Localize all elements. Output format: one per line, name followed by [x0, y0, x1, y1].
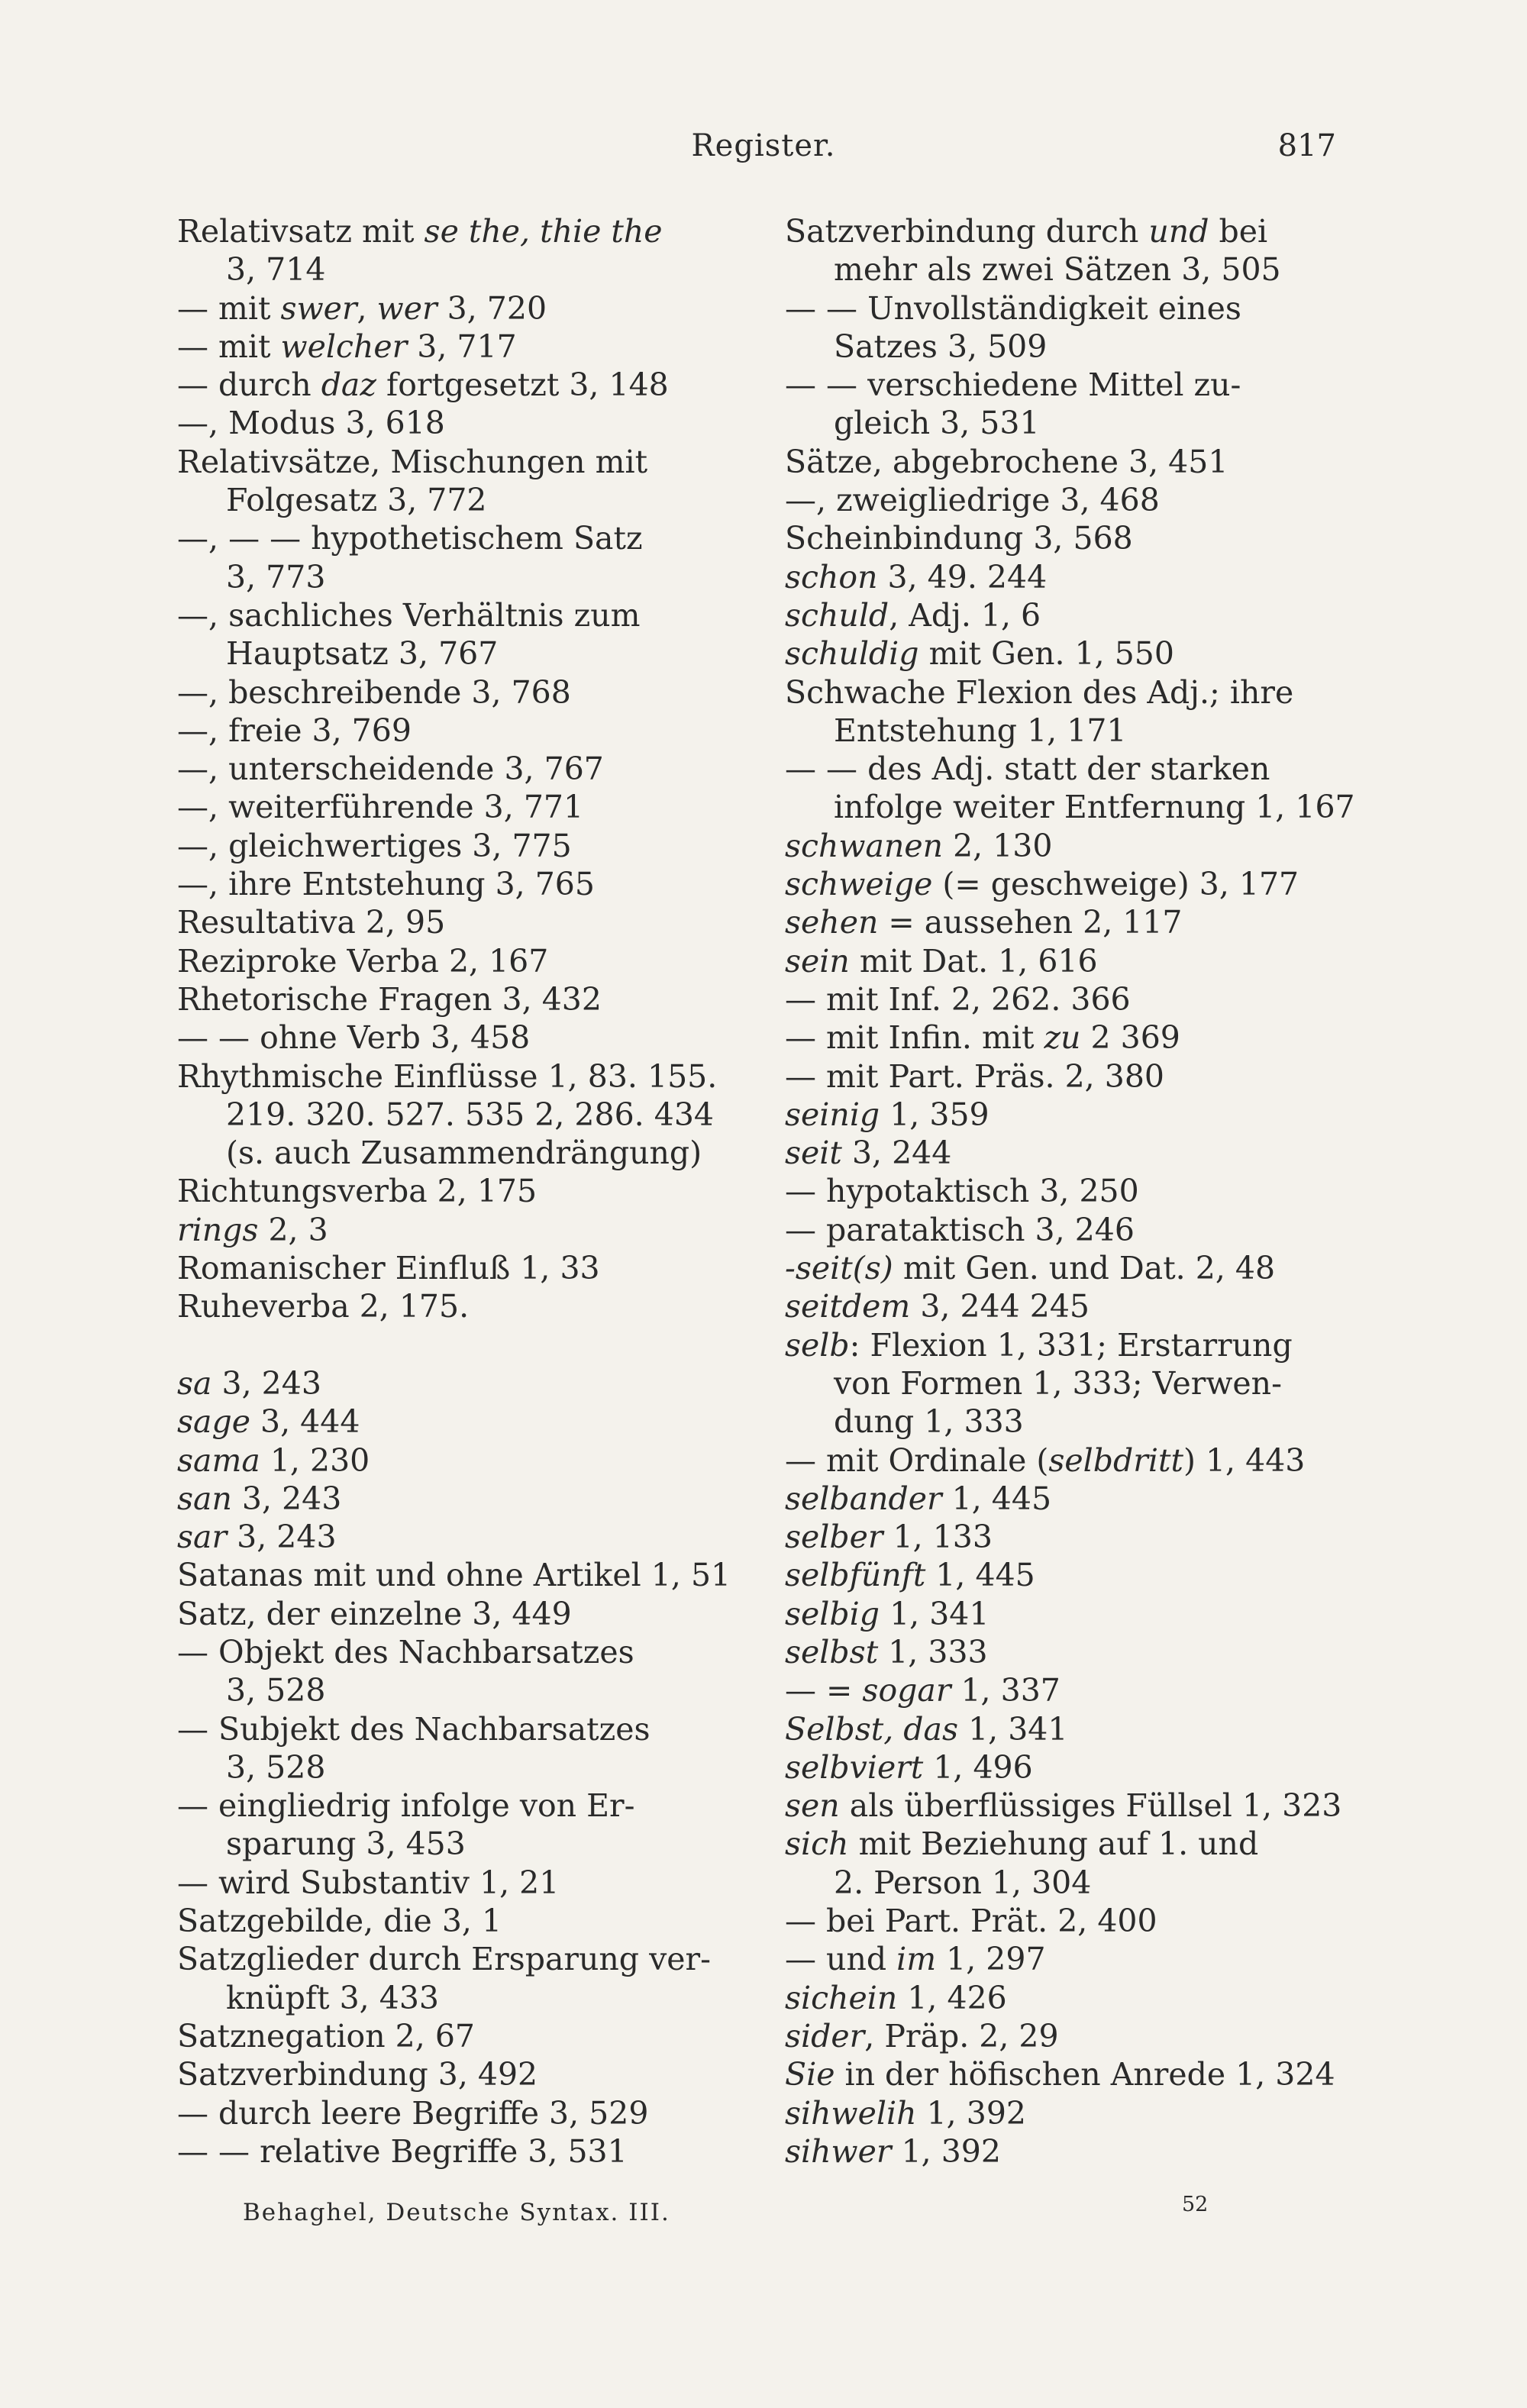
- index-entry: san 3, 243: [177, 1480, 342, 1517]
- index-entry: — hypotaktisch 3, 250: [785, 1173, 1139, 1210]
- index-entry: — mit Ordinale (selbdritt) 1, 443: [785, 1441, 1306, 1479]
- index-entry: Richtungsverba 2, 175: [177, 1173, 538, 1210]
- index-entry: selbig 1, 341: [785, 1595, 989, 1632]
- index-entry: sihwer 1, 392: [785, 2132, 1001, 2170]
- index-entry: [177, 1326, 742, 1364]
- index-entry: Satznegation 2, 67: [177, 2017, 476, 2055]
- index-entry: Resultativa 2, 95: [177, 904, 446, 941]
- index-entry: — durch daz fortgesetzt 3, 148: [177, 366, 669, 404]
- index-entry: Scheinbindung 3, 568: [785, 520, 1133, 557]
- index-entry: knüpft 3, 433: [226, 1979, 439, 2016]
- index-entry: — mit Inf. 2, 262. 366: [785, 980, 1131, 1018]
- index-entry: Reziproke Verba 2, 167: [177, 942, 549, 980]
- index-entry: —, sachliches Verhältnis zum: [177, 596, 641, 634]
- index-entry: — mit Part. Präs. 2, 380: [785, 1057, 1165, 1095]
- index-entry: sage 3, 444: [177, 1403, 360, 1441]
- index-entry: selb: Flexion 1, 331; Erstarrung: [785, 1326, 1293, 1364]
- index-entry: — eingliedrig infolge von Er-: [177, 1787, 635, 1825]
- index-entry: —, gleichwertiges 3, 775: [177, 827, 572, 864]
- index-entry: — bei Part. Prät. 2, 400: [785, 1903, 1157, 1940]
- index-entry: Satzverbindung 3, 492: [177, 2056, 538, 2093]
- index-entry: selbst 1, 333: [785, 1633, 988, 1670]
- index-entry: — Objekt des Nachbarsatzes: [177, 1633, 634, 1670]
- index-entry: seinig 1, 359: [785, 1096, 989, 1133]
- index-entry: infolge weiter Entfernung 1, 167: [834, 789, 1355, 826]
- index-entry: Sätze, abgebrochene 3, 451: [785, 443, 1228, 480]
- index-entry: sihwelih 1, 392: [785, 2094, 1027, 2132]
- index-entry: rings 2, 3: [177, 1211, 328, 1248]
- index-entry: Satzverbindung durch und bei: [785, 213, 1268, 250]
- index-entry: -seit(s) mit Gen. und Dat. 2, 48: [785, 1250, 1276, 1287]
- index-entry: dung 1, 333: [834, 1403, 1024, 1441]
- index-entry: — — des Adj. statt der starken: [785, 750, 1270, 788]
- index-entry: sichein 1, 426: [785, 1979, 1007, 2016]
- index-entry: 3, 714: [226, 251, 326, 289]
- index-entry: —, zweigliedrige 3, 468: [785, 482, 1160, 519]
- index-entry: Entstehung 1, 171: [834, 712, 1127, 749]
- index-entry: Satzgebilde, die 3, 1: [177, 1903, 502, 1940]
- index-entry: schuld, Adj. 1, 6: [785, 596, 1041, 634]
- index-entry: — mit swer, wer 3, 720: [177, 289, 547, 327]
- index-entry: schuldig mit Gen. 1, 550: [785, 635, 1174, 673]
- index-entry: schweige (= geschweige) 3, 177: [785, 866, 1299, 903]
- index-entry: — — ohne Verb 3, 458: [177, 1019, 531, 1057]
- index-entry: — Subjekt des Nachbarsatzes: [177, 1710, 651, 1748]
- index-entry: Rhythmische Einflüsse 1, 83. 155.: [177, 1057, 718, 1095]
- index-entry: 3, 528: [226, 1748, 326, 1786]
- index-entry: mehr als zwei Sätzen 3, 505: [834, 251, 1281, 289]
- index-entry: sa 3, 243: [177, 1364, 321, 1402]
- index-entry: —, freie 3, 769: [177, 712, 412, 749]
- footer-signature: Behaghel, Deutsche Syntax. III.: [243, 2199, 670, 2226]
- index-entry: Satanas mit und ohne Artikel 1, 51: [177, 1557, 731, 1594]
- index-entry: sehen = aussehen 2, 117: [785, 904, 1183, 941]
- index-entry: sein mit Dat. 1, 616: [785, 942, 1098, 980]
- index-entry: seitdem 3, 244 245: [785, 1288, 1090, 1325]
- index-entry: 2. Person 1, 304: [834, 1864, 1092, 1901]
- index-entry: selbander 1, 445: [785, 1480, 1052, 1517]
- index-entry: Relativsatz mit se the, thie the: [177, 213, 663, 250]
- index-entry: Folgesatz 3, 772: [226, 482, 487, 519]
- index-entry: Selbst, das 1, 341: [785, 1710, 1068, 1748]
- index-entry: — und im 1, 297: [785, 1941, 1046, 1978]
- index-entry: sen als überflüssiges Füllsel 1, 323: [785, 1787, 1342, 1825]
- index-entry: — parataktisch 3, 246: [785, 1211, 1135, 1248]
- footer-sheet-number: 52: [1182, 2193, 1209, 2216]
- index-entry: Hauptsatz 3, 767: [226, 635, 499, 673]
- index-entry: Sie in der höfischen Anrede 1, 324: [785, 2056, 1335, 2093]
- index-entry: 3, 773: [226, 558, 326, 596]
- index-entry: —, Modus 3, 618: [177, 405, 445, 442]
- index-entry: schwanen 2, 130: [785, 827, 1053, 864]
- index-entry: Satzglieder durch Ersparung ver-: [177, 1941, 711, 1978]
- index-entry: — = sogar 1, 337: [785, 1672, 1061, 1709]
- index-entry: — mit Infin. mit zu 2 369: [785, 1019, 1180, 1057]
- index-entry: —, weiterführende 3, 771: [177, 789, 584, 826]
- index-entry: von Formen 1, 333; Verwen-: [834, 1364, 1282, 1402]
- index-entry: gleich 3, 531: [834, 405, 1040, 442]
- index-entry: —, ihre Entstehung 3, 765: [177, 866, 595, 903]
- index-entry: sar 3, 243: [177, 1519, 337, 1556]
- index-column-right: [785, 212, 1355, 2171]
- index-entry: 3, 528: [226, 1672, 326, 1709]
- index-column-left: [177, 212, 742, 2171]
- index-entry: Romanischer Einfluß 1, 33: [177, 1250, 600, 1287]
- index-entry: sich mit Beziehung auf 1. und: [785, 1825, 1259, 1863]
- index-entry: Relativsätze, Mischungen mit: [177, 443, 648, 480]
- index-entry: — — relative Begriffe 3, 531: [177, 2132, 628, 2170]
- index-entry: sparung 3, 453: [226, 1825, 466, 1863]
- index-entry: Satz, der einzelne 3, 449: [177, 1595, 572, 1632]
- index-entry: Schwache Flexion des Adj.; ihre: [785, 673, 1294, 711]
- index-entry: (s. auch Zusammendrängung): [226, 1135, 702, 1172]
- index-entry: 219. 320. 527. 535 2, 286. 434: [226, 1096, 714, 1133]
- index-entry: selbviert 1, 496: [785, 1748, 1033, 1786]
- index-entry: — — Unvollständigkeit eines: [785, 289, 1241, 327]
- index-entry: — — verschiedene Mittel zu-: [785, 366, 1241, 404]
- index-entry: selbfünft 1, 445: [785, 1557, 1035, 1594]
- index-entry: — wird Substantiv 1, 21: [177, 1864, 560, 1901]
- index-entry: sider, Präp. 2, 29: [785, 2017, 1059, 2055]
- index-entry: Satzes 3, 509: [834, 328, 1048, 365]
- index-entry: selber 1, 133: [785, 1519, 993, 1556]
- index-entry: Ruheverba 2, 175.: [177, 1288, 470, 1325]
- running-header-title: Register.: [691, 128, 836, 163]
- index-entry: — durch leere Begriffe 3, 529: [177, 2094, 649, 2132]
- index-entry: — mit welcher 3, 717: [177, 328, 517, 365]
- index-entry: —, — — hypothetischem Satz: [177, 520, 643, 557]
- index-entry: —, unterscheidende 3, 767: [177, 750, 604, 788]
- index-entry: schon 3, 49. 244: [785, 558, 1048, 596]
- index-entry: sama 1, 230: [177, 1441, 370, 1479]
- index-entry: —, beschreibende 3, 768: [177, 673, 571, 711]
- index-entry: Rhetorische Fragen 3, 432: [177, 980, 602, 1018]
- page-number: 817: [1277, 128, 1336, 163]
- index-entry: seit 3, 244: [785, 1135, 952, 1172]
